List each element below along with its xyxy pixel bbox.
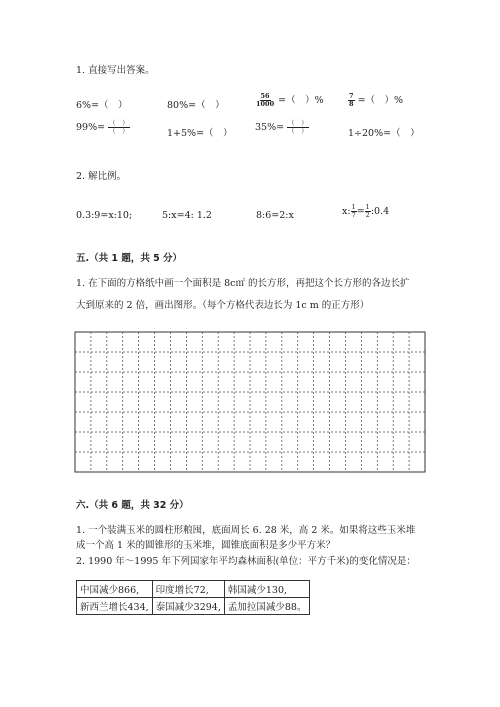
- graph-paper-grid[interactable]: [74, 331, 426, 473]
- q1-item-3: $\frac{56}{1000}$ =（ ）%: [256, 92, 324, 108]
- q2-heading: 2. 解比例。: [76, 171, 127, 182]
- q1-item-8: 1÷20%=（ ）: [348, 128, 420, 139]
- section-6-q2-line: 2. 1990 年～1995 年下列国家年平均森林面积(单位：平方千米)的变化情况是：: [76, 556, 416, 567]
- q1-item-2: 80%=（ ）: [167, 100, 225, 111]
- section-6-q1-line-2: 成一个高 1 米的圆锥形的玉米堆，圆锥底面积是多少平方米？: [76, 540, 336, 551]
- table-cell: 新西兰增长434,: [77, 598, 153, 615]
- blank-fraction: $\frac{( )}{( )}$: [109, 119, 129, 135]
- table-row: [77, 598, 310, 615]
- table-cell: 孟加拉国减少88。: [224, 598, 310, 615]
- q1-item-7: 35%= $\frac{( )}{( )}$: [255, 119, 308, 135]
- table-cell: 泰国减少3294,: [152, 598, 224, 615]
- fraction-7-8: $\frac{7}{8}$: [349, 92, 354, 108]
- section-5-title: 五.（共 1 题，共 5 分）: [76, 253, 183, 264]
- fraction-56-1000: $\frac{56}{1000}$: [256, 92, 275, 108]
- q1-item-1: 6%=（ ）: [76, 100, 128, 111]
- table-cell: 中国减少866,: [77, 581, 153, 598]
- q2-item-3: 8:6=2:x: [256, 210, 294, 221]
- table-cell: 印度增长72,: [152, 581, 224, 598]
- section-5-line-1: 1. 在下面的方格纸中画一个面积是 8c㎡ 的长方形，再把这个长方形的各边长扩: [76, 278, 410, 289]
- table-cell: 韩国减少130,: [224, 581, 310, 598]
- section-5-line-2: 大到原来的 2 倍，画出图形。（每个方格代表边长为 1c m 的正方形）: [76, 300, 370, 311]
- blank-fraction: $\frac{( )}{( )}$: [288, 119, 308, 135]
- q2-item-2: 5:x=4: 1.2: [162, 210, 212, 221]
- q2-item-1: 0.3:9=x:10;: [76, 210, 133, 221]
- q1-item-6: 1+5%=（ ）: [167, 128, 233, 139]
- forest-area-table: [76, 580, 310, 615]
- q1-item-4: $\frac{7}{8}$ =（ ）%: [349, 92, 404, 108]
- table-row: [77, 581, 310, 598]
- section-6-q1-line-1: 1. 一个装满玉米的圆柱形粮囤，底面周长 6. 28 米，高 2 米。如果将这些玉米堆: [76, 525, 416, 536]
- fraction-1-2: $\frac{1}{2}$: [365, 203, 370, 219]
- fraction-1-7: $\frac{1}{7}$: [351, 203, 356, 219]
- q1-item-5: 99%= $\frac{( )}{( )}$: [76, 119, 129, 135]
- q2-item-4: x: $\frac{1}{7}$ = $\frac{1}{2}$ :0.4: [342, 203, 390, 219]
- section-6-title: 六.（共 6 题，共 32 分）: [76, 500, 189, 511]
- q1-heading: 1. 直接写出答案。: [76, 65, 155, 76]
